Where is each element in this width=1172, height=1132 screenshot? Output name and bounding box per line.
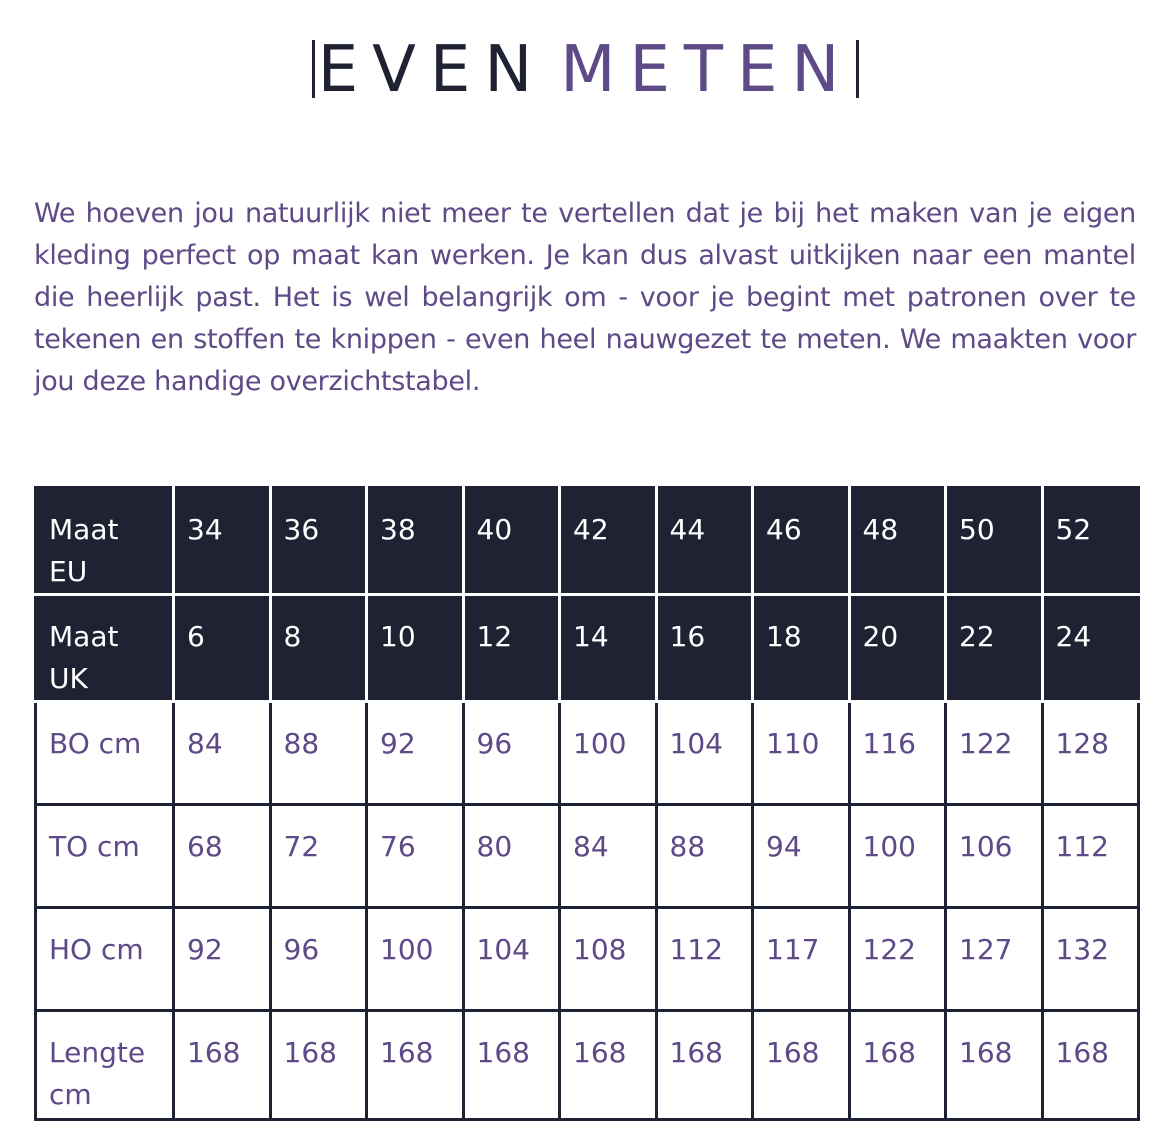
table-cell: 76	[367, 805, 464, 908]
table-cell: 112	[656, 908, 753, 1011]
table-cell: 72	[270, 805, 367, 908]
table-cell: 168	[367, 1011, 464, 1120]
table-row	[36, 595, 1139, 702]
size-chart-body	[36, 488, 1139, 1120]
table-cell: 168	[1042, 1011, 1139, 1120]
table-cell: 22	[946, 595, 1043, 702]
table-row	[36, 488, 1139, 595]
row-label: TO cm	[36, 805, 174, 908]
table-cell: 104	[656, 702, 753, 805]
table-cell: 122	[849, 908, 946, 1011]
table-cell: 84	[174, 702, 271, 805]
title-word-meten: METEN	[560, 33, 854, 107]
table-cell: 34	[174, 488, 271, 595]
size-chart-table	[34, 486, 1140, 1121]
table-cell: 18	[753, 595, 850, 702]
table-cell: 168	[946, 1011, 1043, 1120]
table-cell: 110	[753, 702, 850, 805]
table-cell: 108	[560, 908, 657, 1011]
table-cell: 16	[656, 595, 753, 702]
table-cell: 24	[1042, 595, 1139, 702]
table-cell: 168	[753, 1011, 850, 1120]
table-cell: 168	[270, 1011, 367, 1120]
row-label: HO cm	[36, 908, 174, 1011]
table-cell: 117	[753, 908, 850, 1011]
row-label: Lengte cm	[36, 1011, 174, 1120]
page-title-bar	[0, 30, 1172, 110]
table-cell: 96	[463, 702, 560, 805]
row-label: Maat UK	[36, 595, 174, 702]
table-cell: 168	[560, 1011, 657, 1120]
table-cell: 116	[849, 702, 946, 805]
table-cell: 100	[849, 805, 946, 908]
table-cell: 84	[560, 805, 657, 908]
page-title	[312, 30, 859, 110]
table-cell: 38	[367, 488, 464, 595]
row-label: BO cm	[36, 702, 174, 805]
table-cell: 80	[463, 805, 560, 908]
table-cell: 96	[270, 908, 367, 1011]
table-cell: 128	[1042, 702, 1139, 805]
table-row	[36, 805, 1139, 908]
table-cell: 168	[849, 1011, 946, 1120]
title-divider-right	[856, 40, 859, 98]
table-cell: 52	[1042, 488, 1139, 595]
table-cell: 20	[849, 595, 946, 702]
table-cell: 42	[560, 488, 657, 595]
table-cell: 106	[946, 805, 1043, 908]
table-cell: 10	[367, 595, 464, 702]
table-cell: 88	[656, 805, 753, 908]
table-cell: 50	[946, 488, 1043, 595]
table-cell: 92	[367, 702, 464, 805]
table-cell: 100	[367, 908, 464, 1011]
table-cell: 44	[656, 488, 753, 595]
table-row	[36, 702, 1139, 805]
table-cell: 48	[849, 488, 946, 595]
table-cell: 68	[174, 805, 271, 908]
table-row	[36, 908, 1139, 1011]
table-cell: 127	[946, 908, 1043, 1011]
row-label: Maat EU	[36, 488, 174, 595]
table-cell: 14	[560, 595, 657, 702]
table-cell: 94	[753, 805, 850, 908]
title-word-even: EVEN	[317, 33, 547, 107]
table-cell: 168	[656, 1011, 753, 1120]
table-cell: 88	[270, 702, 367, 805]
table-cell: 100	[560, 702, 657, 805]
table-cell: 122	[946, 702, 1043, 805]
table-cell: 168	[463, 1011, 560, 1120]
table-cell: 168	[174, 1011, 271, 1120]
table-row	[36, 1011, 1139, 1120]
table-cell: 6	[174, 595, 271, 702]
table-cell: 46	[753, 488, 850, 595]
table-cell: 92	[174, 908, 271, 1011]
table-cell: 104	[463, 908, 560, 1011]
table-cell: 8	[270, 595, 367, 702]
table-cell: 40	[463, 488, 560, 595]
table-cell: 112	[1042, 805, 1139, 908]
table-cell: 36	[270, 488, 367, 595]
table-cell: 132	[1042, 908, 1139, 1011]
intro-paragraph: We hoeven jou natuurlijk niet meer te vertellen dat je bij het maken van je eigen kleding perfect op maat kan werken. Je kan dus alvast uitkijken naar een mantel die heerlijk past. Het is wel belangrijk om - voor je begint met patronen over te tekenen en stoffen te knippen - even heel nauwgezet te meten. We maakten voor jou deze handige overzichtstabel.	[34, 198, 1136, 397]
table-cell: 12	[463, 595, 560, 702]
